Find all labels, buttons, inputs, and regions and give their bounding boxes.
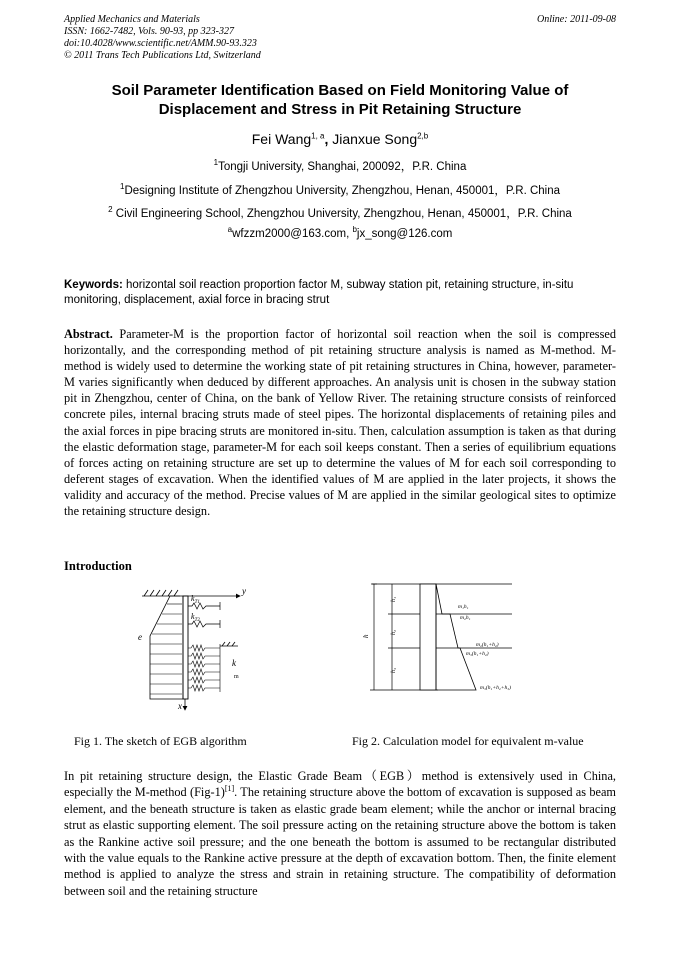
affiliation-1 bbox=[64, 158, 616, 174]
title-line-1: Soil Parameter Identification Based on Field Monitoring Value of bbox=[111, 82, 569, 99]
affiliation-3 bbox=[64, 205, 616, 221]
fig2-label-m2h12: m₂(h₁+h₂) bbox=[476, 642, 499, 648]
fig2-label-h3: h₃ bbox=[391, 667, 397, 673]
email-b: jx_song@126.com bbox=[356, 228, 453, 240]
email-sep: , bbox=[346, 228, 353, 240]
authors bbox=[64, 131, 616, 147]
email-a: wfzzm2000@163.com bbox=[232, 228, 347, 240]
abstract-text: Parameter-M is the proportion factor of horizontal soil reaction when the soil is compressed horizontally, and the corresponding method of pit retaining structure analysis is named as M-method. M-method is widely used to determine the working state of pit retaining structures in China, however, parameter-M varies significantly when deduced by different approaches. An analysis unit is chosen in the subway station pit in Zhengzhou, center of China, on the bank of Yellow River. The retaining structure consists of reinforced concrete piles, internal bracing struts made of steel pipes. The horizontal displacements of retaining piles and the axial forces in pipe bracing struts are monitored in-situ. Then, calculation assumption is taken as that during the elastic deformation stage, parameter-M for each soil keeps constant. Then a series of equilibrium equations of forces acting on retaining structure are set up to determine the values of M for each soil corresponding to deferent stages of excavation. When the identified values of M are applied in the later projects, it shows the validity and accuracy of the method. Precise values of M are applied in the similar geological sites to optimize the retaining structure design. bbox=[64, 327, 616, 519]
fig1-label-m: m bbox=[234, 674, 239, 680]
fig2-label-m2h1: m₂h₁ bbox=[460, 615, 471, 621]
fig2-label-m3h123: m₃(h₁+h₂+h₃) bbox=[480, 685, 511, 691]
author-emails bbox=[64, 225, 616, 240]
intro-text-b: . The retaining structure above the bottom of excavation is supposed as beam element, and the beneath structure is taken as elastic grade beam element; while the anchor or internal bracing strut as elastic supporting element. The soil pressure acting on the retaining structure above the bottom is taken as the Rankine active soil pressure; and the one beneath the bottom is assumed to be rectangular distributed with the value equals to the Rankine active pressure at the depth of excavation bottom. Then, the finite element method is applied to analyze the stress and strain in retaining structure. The compatibility of deformation between soil and the retaining structure bbox=[64, 785, 616, 898]
introduction-paragraph bbox=[64, 768, 616, 899]
figure-1-egb-sketch bbox=[128, 584, 268, 714]
affiliation-3-sup: 2 bbox=[108, 205, 113, 215]
author-1-sup: 1, a bbox=[311, 131, 325, 141]
fig1-label-kt1-sub: T1 bbox=[194, 600, 200, 605]
retaining-wall bbox=[420, 584, 436, 690]
copyright: © 2011 Trans Tech Publications Ltd, Switzerland bbox=[64, 50, 261, 61]
affiliation-1-text: Tongji University, Shanghai, 200092，P.R. China bbox=[218, 161, 467, 173]
retaining-beam bbox=[183, 596, 188, 699]
affiliation-2-text: Designing Institute of Zhengzhou University, Zhengzhou, Henan, 450001，P.R. China bbox=[124, 185, 560, 197]
author-2: Jianxue Song bbox=[332, 131, 418, 147]
journal-name: Applied Mechanics and Materials bbox=[64, 14, 200, 25]
soil-springs bbox=[188, 644, 220, 692]
affiliation-1-sup: 1 bbox=[213, 158, 219, 168]
fig2-label-h: h bbox=[362, 634, 370, 638]
online-date: Online: 2011-09-08 bbox=[537, 14, 616, 25]
author-1: Fei Wang bbox=[251, 131, 312, 147]
pressure-arrows bbox=[150, 604, 182, 694]
figure-2-caption: Fig 2. Calculation model for equivalent m-value bbox=[352, 734, 584, 748]
fig1-label-x: x bbox=[178, 701, 182, 711]
ground-hatch bbox=[142, 590, 238, 646]
keywords bbox=[64, 278, 616, 308]
figure-1-caption: Fig 1. The sketch of EGB algorithm bbox=[74, 734, 247, 748]
page-header bbox=[64, 14, 616, 62]
fig1-label-k: k bbox=[232, 658, 236, 668]
title-line-2: Displacement and Stress in Pit Retaining Structure bbox=[158, 101, 522, 118]
author-2-sup: 2,b bbox=[417, 131, 429, 141]
fig1-label-kt2-sub: T2 bbox=[194, 618, 200, 623]
intro-ref[interactable]: [1] bbox=[224, 784, 235, 794]
keywords-text: horizontal soil reaction proportion factor M, subway station pit, retaining structure, in-situ monitoring, displacement, axial force in bracing strut bbox=[64, 279, 574, 306]
fig1-label-y: y bbox=[242, 586, 246, 596]
keywords-label: Keywords: bbox=[64, 279, 123, 291]
abstract bbox=[64, 326, 616, 519]
intro-text-a: In pit retaining structure design, the Elastic Grade Beam（EGB）method is extensively used in China, especially the M-method (Fig-1) bbox=[64, 769, 616, 800]
soil-pressure-diagram bbox=[150, 596, 183, 699]
journal-issn: ISSN: 1662-7482, Vols. 90-93, pp 323-327 bbox=[64, 26, 234, 37]
fig1-label-kt1: k bbox=[191, 594, 195, 603]
abstract-label: Abstract. bbox=[64, 327, 113, 341]
affiliation-2-sup: 1 bbox=[119, 182, 125, 192]
doi: doi:10.4028/www.scientific.net/AMM.90-93.323 bbox=[64, 38, 257, 49]
fig2-label-m1h1: m₁h₁ bbox=[458, 604, 469, 610]
author-sep: , bbox=[324, 131, 333, 147]
fig2-label-h1: h₁ bbox=[391, 596, 397, 602]
fig2-label-m3h12: m₃(h₁+h₂) bbox=[466, 651, 489, 657]
figure-2-m-value-model bbox=[362, 578, 522, 698]
fig1-label-kt2: k bbox=[191, 612, 195, 621]
affiliation-2 bbox=[64, 182, 616, 198]
paper-title bbox=[64, 81, 616, 119]
section-heading-introduction: Introduction bbox=[64, 559, 132, 573]
svg-text:kT2 bbox=[191, 612, 200, 623]
email-b-sup: b bbox=[352, 225, 357, 235]
affiliation-3-text: Civil Engineering School, Zhengzhou University, Zhengzhou, Henan, 450001，P.R. China bbox=[112, 208, 572, 220]
m-distribution bbox=[436, 584, 476, 690]
fig1-label-e: e bbox=[138, 632, 142, 642]
fig2-label-h2: h₂ bbox=[391, 629, 397, 635]
email-a-sup: a bbox=[227, 225, 233, 235]
